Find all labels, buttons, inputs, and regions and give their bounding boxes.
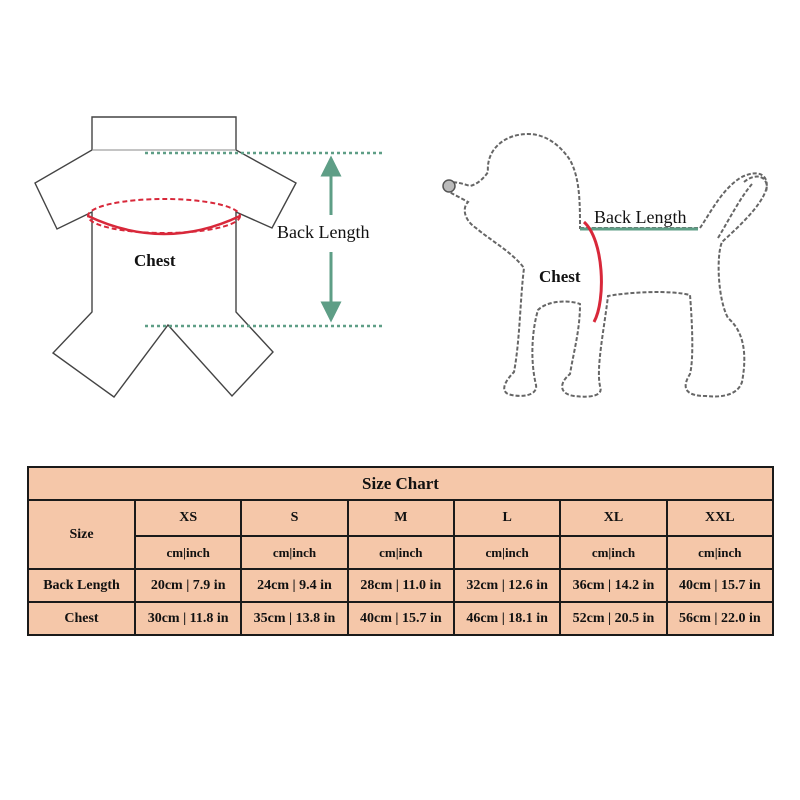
row-label: Chest — [28, 602, 135, 635]
table-cell: 46cm | 18.1 in — [454, 602, 560, 635]
dog-chest-label: Chest — [539, 267, 581, 286]
size-cell-xl: XL — [560, 500, 666, 536]
table-cell: 36cm | 14.2 in — [560, 569, 666, 602]
table-cell: 24cm | 9.4 in — [241, 569, 347, 602]
dog-back-length-label: Back Length — [594, 207, 687, 227]
table-cell: 40cm | 15.7 in — [667, 569, 773, 602]
unit-cell: cm|inch — [135, 536, 241, 569]
garment-back-length-label: Back Length — [277, 222, 370, 242]
dog-outline — [444, 134, 767, 397]
unit-cell: cm|inch — [241, 536, 347, 569]
size-chart-title: Size Chart — [28, 467, 773, 500]
size-chart-table — [27, 466, 774, 636]
size-cell-l: L — [454, 500, 560, 536]
row-label: Back Length — [28, 569, 135, 602]
back-length-row — [28, 569, 773, 602]
table-cell: 56cm | 22.0 in — [667, 602, 773, 635]
table-cell: 40cm | 15.7 in — [348, 602, 454, 635]
unit-cell: cm|inch — [454, 536, 560, 569]
unit-row — [28, 536, 773, 569]
table-cell: 35cm | 13.8 in — [241, 602, 347, 635]
chest-row — [28, 602, 773, 635]
table-cell: 30cm | 11.8 in — [135, 602, 241, 635]
table-cell: 20cm | 7.9 in — [135, 569, 241, 602]
dog-nose-icon — [443, 180, 455, 192]
table-cell: 28cm | 11.0 in — [348, 569, 454, 602]
size-cell-xxl: XXL — [667, 500, 773, 536]
size-cell-xs: XS — [135, 500, 241, 536]
size-cell-m: M — [348, 500, 454, 536]
table-cell: 52cm | 20.5 in — [560, 602, 666, 635]
unit-cell: cm|inch — [348, 536, 454, 569]
unit-cell: cm|inch — [560, 536, 666, 569]
size-cell-s: S — [241, 500, 347, 536]
size-header-cell: Size — [28, 500, 135, 569]
table-cell: 32cm | 12.6 in — [454, 569, 560, 602]
size-header-row — [28, 500, 773, 536]
unit-cell: cm|inch — [667, 536, 773, 569]
size-chart-title-row — [28, 467, 773, 500]
garment-diagram — [35, 117, 382, 397]
dog-diagram — [443, 134, 767, 397]
garment-chest-label: Chest — [134, 251, 176, 270]
